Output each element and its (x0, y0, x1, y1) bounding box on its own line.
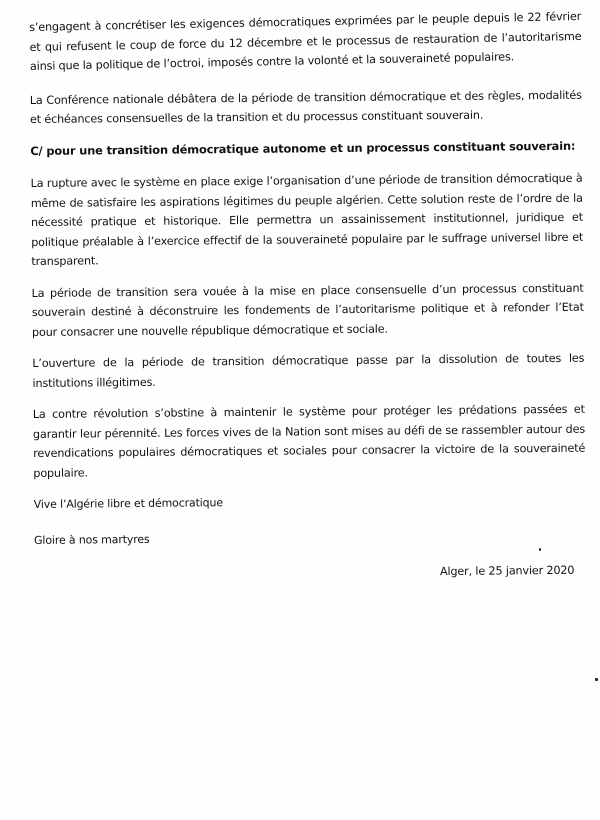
paragraph-transition-period: La période de transition sera vouée à la mise en place consensuelle d’un processus constituant souverain destiné à déconstruire les fondements de l’autoritarisme politique et à refonder l’Etat pour consacrer une nouvelle république démocratique et sociale. (31, 281, 584, 339)
scan-speck (539, 548, 541, 551)
scan-speck (595, 678, 598, 681)
place-date: Alger, le 25 janvier 2020 (439, 563, 575, 579)
closing-line-vive: Vive l’Algérie libre et démocratique (33, 496, 223, 511)
document-body (29, 9, 586, 586)
paragraph-intro: s’engagent à concrétiser les exigences démocratiques exprimées par le peuple depuis le 22 février et qui refusent le coup de force du 12 décembre et le processus de restauration de l’autoritarisme ainsi que la politique de l’octroi, imposés contre la volonté et la souveraineté populaires. (29, 9, 582, 73)
paragraph-conference: La Conférence nationale débâtera de la période de transition démocratique et des règles, modalités et échéances consensuelles de la transition et du processus constituant souverain. (29, 88, 582, 126)
section-heading: C/ pour une transition démocratique autonome et un processus constituant souverain: (30, 138, 576, 158)
closing-line-gloire: Gloire à nos martyres (33, 532, 150, 547)
paragraph-counter-revolution: La contre révolution s’obstine à maintenir le système pour protéger les prédations passées et garantir leur pérennité. Les forces vives de la Nation sont mises au défi de se rassembler autour des revendications populaires démocratiques et sociales pour consacrer la victoire de la souveraineté populaire. (32, 402, 586, 480)
paragraph-dissolution: L’ouverture de la période de transition démocratique passe par la dissolution de toutes les institutions illégitimes. (32, 351, 585, 390)
paragraph-rupture: La rupture avec le système en place exige l’organisation d’une période de transition démocratique à même de satisfaire les aspirations légitimes du peuple algérien. Cette solution reste de l’ordre de la nécessité pratique et historique. Elle permettra un assainissement institutionnel, juridique et politique préalable à l’exercice effectif de la souveraineté populaire par le suffrage universel libre et transparent. (30, 171, 584, 268)
